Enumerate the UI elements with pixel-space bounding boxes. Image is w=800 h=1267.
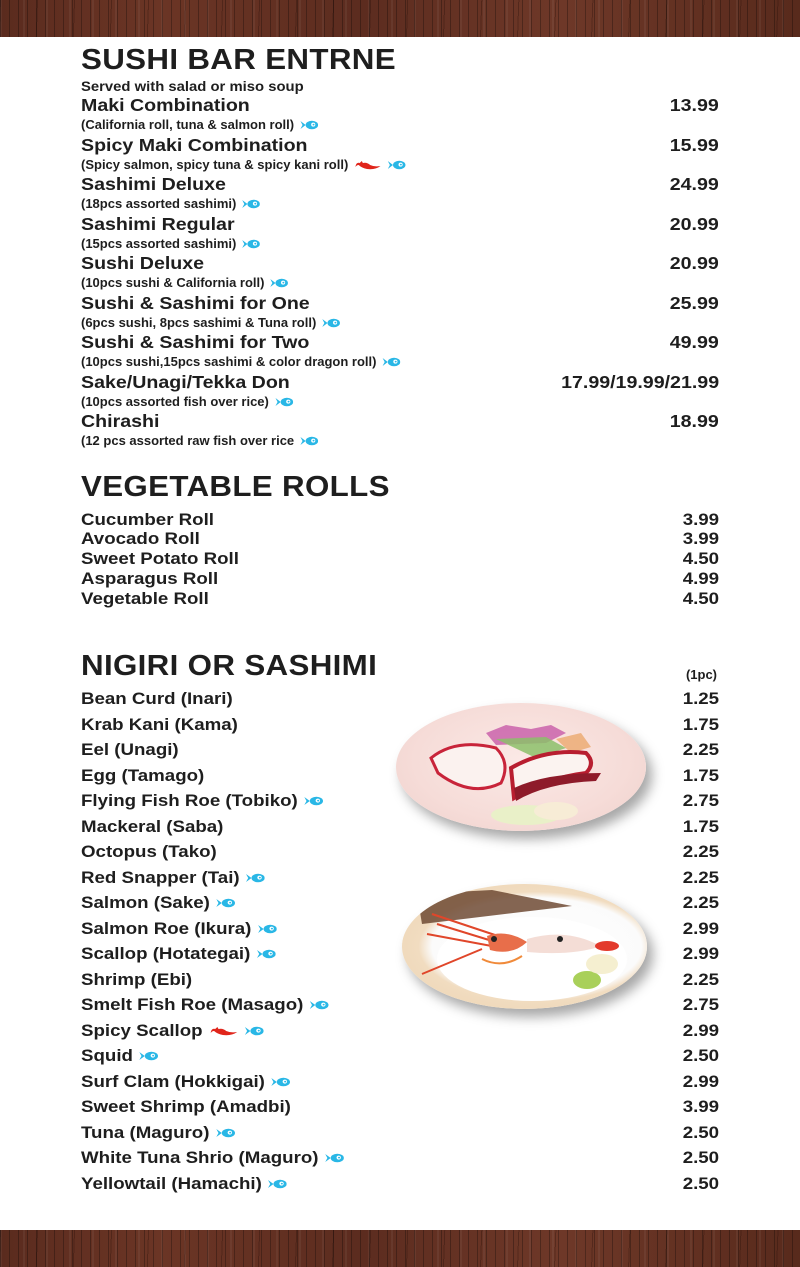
item-price: 2.99: [682, 1020, 719, 1040]
unit-label: (1pc): [685, 667, 717, 683]
item-price: 2.99: [682, 944, 719, 964]
item-price: 20.99: [669, 213, 719, 234]
nigiri-list: [81, 686, 719, 1196]
vegetable-rolls-section: [81, 469, 719, 609]
item-name: Sashimi Regular: [81, 213, 235, 234]
menu-item: [81, 814, 719, 840]
item-price: 2.25: [682, 740, 719, 760]
veg-roll-list: [81, 510, 719, 609]
item-name-text: Scallop (Hotategai): [81, 944, 251, 964]
item-name: Spicy Maki Combination: [81, 134, 308, 155]
item-description: [81, 274, 745, 293]
item-name: Sushi Deluxe: [81, 253, 205, 273]
nigiri-sashimi-section: [81, 648, 719, 1196]
fish-icon: [271, 278, 289, 288]
item-price: 2.25: [682, 842, 719, 862]
fish-icon: [323, 318, 341, 328]
item-description: [81, 116, 745, 135]
item-name-text: Flying Fish Roe (Tobiko): [81, 791, 298, 811]
section-subtitle: Served with salad or miso soup: [81, 78, 304, 94]
fish-icon: [325, 1153, 344, 1163]
item-name: Maki Combination: [81, 95, 250, 115]
item-name-text: Bean Curd (Inari): [81, 689, 233, 709]
item-name: [81, 686, 233, 712]
item-price: 2.50: [682, 1148, 719, 1168]
section-title: VEGETABLE ROLLS: [81, 470, 390, 503]
item-name-text: Surf Clam (Hokkigai): [81, 1071, 265, 1091]
item-name: [81, 788, 323, 814]
item-name: Vegetable Roll: [81, 588, 209, 608]
entree-list: [81, 95, 719, 451]
item-name: Asparagus Roll: [81, 568, 219, 588]
menu-item: [81, 293, 719, 314]
item-name-text: Salmon (Sake): [81, 893, 210, 913]
item-name: Chirashi: [81, 411, 160, 431]
menu-item: [81, 372, 719, 393]
description-text: (10pcs sushi & California roll): [81, 276, 265, 290]
description-text: (15pcs assorted sashimi): [81, 236, 237, 251]
fish-icon: [244, 1026, 263, 1036]
fish-icon: [258, 924, 277, 934]
fish-icon: [257, 949, 276, 959]
menu-item: [81, 214, 719, 235]
item-price: 2.25: [682, 969, 719, 989]
description-text: (12 pcs assorted raw fish over rice: [81, 434, 295, 448]
menu-item: [81, 1094, 719, 1120]
item-name-text: Red Snapper (Tai): [81, 867, 240, 887]
description-text: (18pcs assorted sashimi): [81, 197, 237, 211]
item-name: [81, 1069, 290, 1095]
menu-item: [81, 865, 719, 891]
item-price: 18.99: [669, 411, 719, 431]
item-description: [81, 432, 745, 451]
item-price: 1.75: [682, 765, 719, 785]
menu-item: [81, 549, 719, 569]
menu-page: [81, 42, 719, 1196]
item-name-text: Mackeral (Saba): [81, 816, 224, 836]
item-price: 4.50: [682, 588, 719, 608]
menu-item: [81, 253, 719, 274]
item-name: Sushi & Sashimi for Two: [81, 332, 310, 352]
item-name-text: White Tuna Shrio (Maguro): [81, 1148, 319, 1168]
menu-item: [81, 737, 719, 763]
description-text: (California roll, tuna & salmon roll): [81, 118, 295, 132]
item-name-text: Krab Kani (Kama): [81, 714, 238, 734]
wood-header-band: [0, 0, 800, 37]
item-price: 15.99: [669, 134, 719, 155]
item-name: [81, 916, 277, 942]
menu-item: [81, 941, 719, 967]
item-price: 1.75: [682, 816, 719, 836]
fish-icon: [304, 796, 323, 806]
menu-item: [81, 890, 719, 916]
item-name: [81, 1043, 158, 1069]
menu-item: [81, 411, 719, 432]
item-name: [81, 1018, 263, 1044]
item-name: [81, 967, 192, 993]
chili-pepper-icon: [355, 160, 382, 170]
item-description: [81, 353, 745, 372]
item-name-text: Egg (Tamago): [81, 765, 205, 785]
item-price: 3.99: [682, 1097, 719, 1117]
sushi-bar-entree-section: [81, 42, 719, 451]
item-name-text: Yellowtail (Hamachi): [81, 1173, 262, 1193]
item-price: 2.99: [682, 918, 719, 938]
item-name-text: Smelt Fish Roe (Masago): [81, 995, 304, 1015]
fish-icon: [216, 1128, 235, 1138]
menu-item: [81, 763, 719, 789]
fish-icon: [246, 873, 265, 883]
item-name: [81, 1094, 291, 1120]
menu-item: [81, 788, 719, 814]
fish-icon: [268, 1179, 287, 1189]
fish-icon: [140, 1051, 159, 1061]
item-price: 3.99: [682, 529, 719, 549]
menu-item: [81, 95, 719, 116]
item-price: 2.99: [682, 1071, 719, 1091]
item-price: 3.99: [682, 509, 719, 529]
item-name: [81, 865, 265, 891]
menu-item: [81, 967, 719, 993]
item-name: [81, 763, 204, 789]
item-name: [81, 992, 329, 1018]
item-name: [81, 1171, 287, 1197]
fish-icon: [243, 239, 261, 249]
fish-icon: [383, 357, 401, 367]
item-price: 2.75: [682, 995, 719, 1015]
menu-item: [81, 135, 719, 156]
section-title: NIGIRI OR SASHIMI: [81, 650, 378, 683]
menu-item: [81, 529, 719, 549]
item-price: 4.50: [682, 549, 719, 569]
item-name: Sashimi Deluxe: [81, 174, 226, 194]
item-price: 2.50: [682, 1173, 719, 1193]
menu-item: [81, 569, 719, 589]
menu-item: [81, 174, 719, 195]
item-description: [81, 314, 745, 333]
fish-icon: [243, 199, 261, 209]
item-name-text: Sweet Shrimp (Amadbi): [81, 1097, 291, 1117]
item-name: [81, 1120, 235, 1146]
description-text: (10pcs assorted fish over rice): [81, 394, 269, 409]
item-name: [81, 941, 276, 967]
item-price: 1.75: [682, 714, 719, 734]
menu-item: [81, 839, 719, 865]
item-price: 4.99: [682, 568, 719, 588]
item-name: [81, 1145, 344, 1171]
description-text: (Spicy salmon, spicy tuna & spicy kani roll): [81, 157, 349, 172]
section-title: SUSHI BAR ENTRNE: [81, 44, 396, 76]
item-price: 1.25: [682, 689, 719, 709]
item-name: Sweet Potato Roll: [81, 549, 239, 569]
item-description: [81, 195, 745, 214]
item-price: 2.25: [682, 867, 719, 887]
fish-icon: [216, 898, 235, 908]
item-price: 17.99/19.99/21.99: [560, 371, 719, 392]
item-price: 20.99: [669, 253, 719, 273]
menu-item: [81, 686, 719, 712]
item-price: 2.25: [682, 893, 719, 913]
item-price: 2.50: [682, 1046, 719, 1066]
item-price: 2.75: [682, 791, 719, 811]
item-price: 24.99: [669, 174, 719, 194]
item-description: [81, 393, 745, 412]
fish-icon: [272, 1077, 291, 1087]
menu-item: [81, 332, 719, 353]
item-name-text: Shrimp (Ebi): [81, 969, 193, 989]
menu-item: [81, 916, 719, 942]
item-name: Sushi & Sashimi for One: [81, 292, 310, 313]
description-text: (10pcs sushi,15pcs sashimi & color dragon roll): [81, 355, 377, 369]
menu-item: [81, 992, 719, 1018]
fish-icon: [310, 1000, 329, 1010]
menu-item: [81, 589, 719, 609]
item-price: 2.50: [682, 1122, 719, 1142]
item-price: 49.99: [669, 332, 719, 352]
item-price: 25.99: [669, 292, 719, 313]
menu-item: [81, 510, 719, 530]
fish-icon: [388, 160, 406, 170]
item-name: [81, 737, 179, 763]
menu-item: [81, 1043, 719, 1069]
wood-footer-band: [0, 1230, 800, 1267]
item-name-text: Salmon Roe (Ikura): [81, 918, 252, 938]
description-text: (6pcs sushi, 8pcs sashimi & Tuna roll): [81, 315, 317, 330]
item-name: Cucumber Roll: [81, 509, 214, 529]
menu-item: [81, 1120, 719, 1146]
item-name: [81, 712, 238, 738]
chili-pepper-icon: [209, 1026, 238, 1036]
item-name-text: Tuna (Maguro): [81, 1122, 210, 1142]
item-name-text: Eel (Unagi): [81, 740, 179, 760]
menu-item: [81, 1069, 719, 1095]
menu-item: [81, 1171, 719, 1197]
menu-item: [81, 1145, 719, 1171]
menu-item: [81, 712, 719, 738]
item-description: [81, 156, 745, 175]
item-name-text: Squid: [81, 1046, 133, 1066]
fish-icon: [275, 397, 293, 407]
item-name-text: Spicy Scallop: [81, 1020, 203, 1040]
item-name: Sake/Unagi/Tekka Don: [81, 371, 290, 392]
item-description: [81, 235, 745, 254]
fish-icon: [300, 436, 318, 446]
item-price: 13.99: [669, 95, 719, 115]
item-name: Avocado Roll: [81, 529, 200, 549]
item-name: [81, 839, 217, 865]
item-name: [81, 890, 235, 916]
item-name-text: Octopus (Tako): [81, 842, 217, 862]
fish-icon: [300, 120, 318, 130]
item-name: [81, 814, 223, 840]
menu-item: [81, 1018, 719, 1044]
